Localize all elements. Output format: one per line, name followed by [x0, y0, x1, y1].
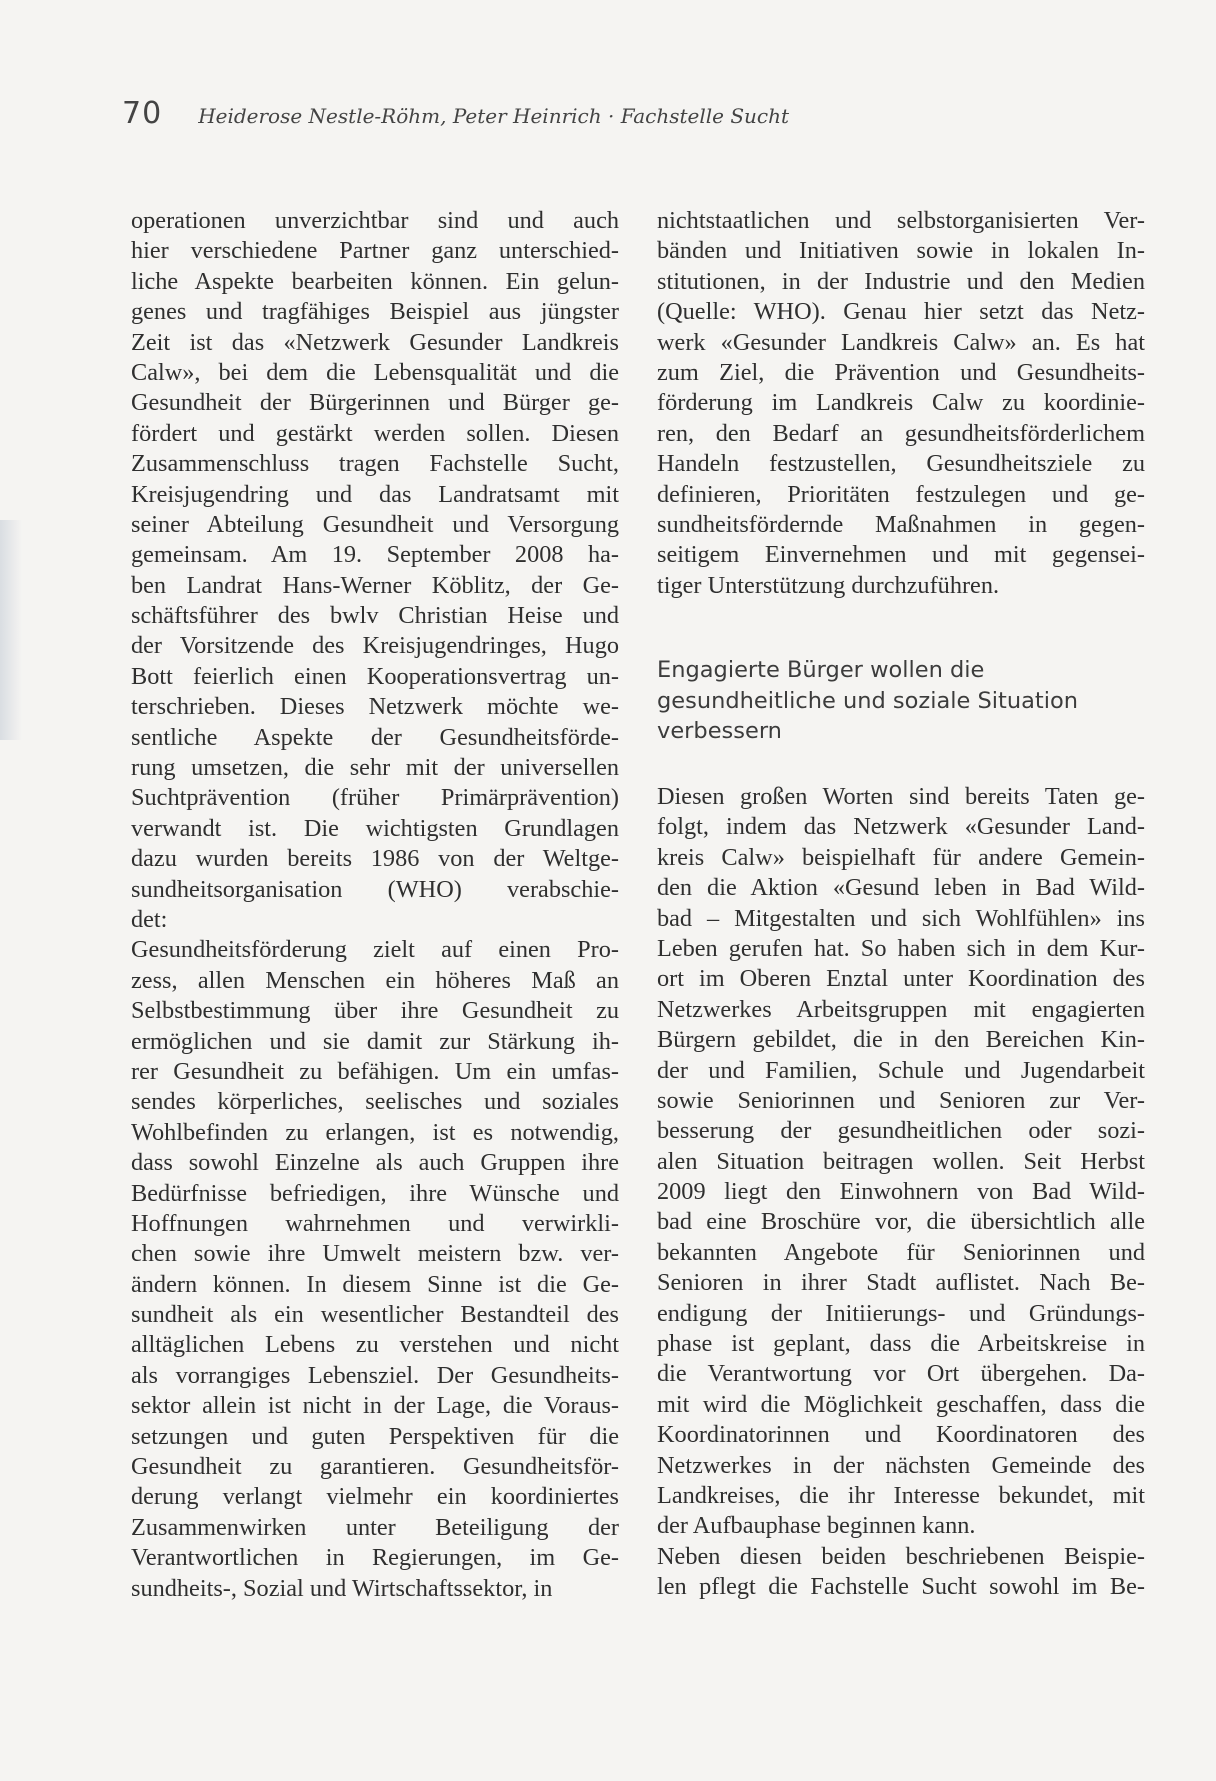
- page-number: 70: [122, 96, 163, 131]
- text-line: sentliche Aspekte der Gesundheitsförde-: [131, 723, 619, 751]
- text-line: Gesundheitsförderung zielt auf einen Pro-: [131, 936, 619, 964]
- text-line: sowie Seniorinnen und Senioren zur Ver-: [657, 1086, 1145, 1114]
- text-line: nichtstaatlichen und selbstorganisierten Ver-: [657, 207, 1145, 234]
- text-line: seitigem Einvernehmen und mit gegensei-: [657, 541, 1145, 569]
- right-column-top: [657, 206, 1145, 601]
- text-line: derung verlangt vielmehr ein koordiniertes: [131, 1483, 619, 1511]
- text-line: ermöglichen und sie damit zur Stärkung ih-: [131, 1027, 619, 1055]
- text-line: definieren, Prioritäten festzulegen und ge-: [657, 480, 1145, 508]
- text-line: Diesen großen Worten sind bereits Taten ge-: [657, 783, 1145, 810]
- text-line: Netzwerkes Arbeitsgruppen mit engagierten: [657, 995, 1145, 1023]
- text-line: tiger Unterstützung durchzuführen.: [657, 571, 1000, 599]
- text-line: seiner Abteilung Gesundheit und Versorgung: [131, 510, 619, 538]
- text-line: gemeinsam. Am 19. September 2008 ha-: [131, 541, 619, 569]
- text-line: ren, den Bedarf an gesundheitsförderlichem: [657, 419, 1145, 447]
- text-line: det:: [131, 905, 168, 933]
- text-line: Zeit ist das «Netzwerk Gesunder Landkreis: [131, 328, 619, 356]
- text-line: genes und tragfähiges Beispiel aus jüngster: [131, 298, 619, 326]
- text-line: den die Aktion «Gesund leben in Bad Wild-: [657, 874, 1145, 902]
- text-line: Verantwortlichen in Regierungen, im Ge-: [131, 1544, 619, 1572]
- text-line: chen sowie ihre Umwelt meistern bzw. ver-: [131, 1240, 619, 1268]
- text-line: der und Familien, Schule und Jugendarbeit: [657, 1056, 1145, 1084]
- text-line: terschrieben. Dieses Netzwerk möchte we-: [131, 693, 619, 721]
- text-line: bad eine Broschüre vor, die übersichtlich alle: [657, 1208, 1145, 1236]
- text-line: alltäglichen Lebens zu verstehen und nicht: [131, 1331, 619, 1359]
- text-line: Bott feierlich einen Kooperationsvertrag un-: [131, 662, 619, 690]
- text-line: bänden und Initiativen sowie in lokalen In-: [657, 237, 1145, 265]
- text-line: sendes körperliches, seelisches und soziales: [131, 1088, 619, 1116]
- text-line: Gesundheit zu garantieren. Gesundheitsför-: [131, 1453, 619, 1481]
- text-line: zess, allen Menschen ein höheres Maß an: [131, 966, 619, 994]
- text-line: Senioren in ihrer Stadt auflistet. Nach Be-: [657, 1269, 1145, 1297]
- text-line: alen Situation beitragen wollen. Seit Herbst: [657, 1147, 1145, 1175]
- text-line: Netzwerkes in der nächsten Gemeinde des: [657, 1451, 1145, 1479]
- right-column-bottom: [657, 782, 1145, 1603]
- text-line: Calw», bei dem die Lebensqualität und die: [131, 358, 619, 386]
- left-column: [131, 206, 619, 1604]
- running-head: Heiderose Nestle-Röhm, Peter Heinrich · Fachstelle Sucht: [198, 104, 790, 128]
- text-line: ort im Oberen Enztal unter Koordination des: [657, 965, 1145, 993]
- text-line: 2009 liegt den Einwohnern von Bad Wild-: [657, 1178, 1145, 1206]
- text-line: phase ist geplant, dass die Arbeitskreise in: [657, 1330, 1145, 1358]
- text-line: len pflegt die Fachstelle Sucht sowohl im Be-: [657, 1573, 1145, 1601]
- text-line: ändern können. In diesem Sinne ist die Ge-: [131, 1270, 619, 1298]
- text-line: Suchtprävention (früher Primärprävention): [131, 784, 619, 812]
- text-line: Koordinatorinnen und Koordinatoren des: [657, 1421, 1145, 1449]
- text-line: (Quelle: WHO). Genau hier setzt das Netz-: [657, 298, 1145, 326]
- text-line: endigung der Initiierungs- und Gründungs-: [657, 1299, 1145, 1327]
- text-line: fördert und gestärkt werden sollen. Diesen: [131, 419, 619, 447]
- text-line: bad – Mitgestalten und sich Wohlfühlen» ins: [657, 904, 1145, 932]
- text-line: hier verschiedene Partner ganz unterschied-: [131, 237, 619, 265]
- text-line: sundheitsorganisation (WHO) verabschie-: [131, 875, 619, 903]
- text-line: die Verantwortung vor Ort übergehen. Da-: [657, 1360, 1145, 1388]
- text-line: Bürgern gebildet, die in den Bereichen Kin-: [657, 1026, 1145, 1054]
- text-line: der Aufbauphase beginnen kann.: [657, 1512, 976, 1540]
- text-line: Zusammenschluss tragen Fachstelle Sucht,: [131, 450, 619, 478]
- text-line: sektor allein ist nicht in der Lage, die Voraus-: [131, 1392, 619, 1420]
- text-line: stitutionen, in der Industrie und den Medien: [657, 267, 1145, 295]
- text-line: Bedürfnisse befriedigen, ihre Wünsche und: [131, 1179, 619, 1207]
- text-line: besserung der gesundheitlichen oder sozi-: [657, 1117, 1145, 1145]
- text-line: förderung im Landkreis Calw zu koordinie-: [657, 389, 1145, 417]
- text-line: rer Gesundheit zu befähigen. Um ein umfas-: [131, 1057, 619, 1085]
- text-line: Handeln festzustellen, Gesundheitsziele zu: [657, 450, 1145, 478]
- text-line: liche Aspekte bearbeiten können. Ein gelun-: [131, 267, 619, 295]
- text-line: Landkreises, die ihr Interesse bekundet, mit: [657, 1481, 1145, 1509]
- text-line: dass sowohl Einzelne als auch Gruppen ihre: [131, 1149, 619, 1177]
- text-line: werk «Gesunder Landkreis Calw» an. Es hat: [657, 328, 1145, 356]
- scan-edge-shadow: [0, 520, 22, 740]
- text-line: Leben gerufen hat. So haben sich in dem Kur-: [657, 934, 1145, 962]
- text-line: folgt, indem das Netzwerk «Gesunder Land-: [657, 813, 1145, 841]
- text-line: Neben diesen beiden beschriebenen Beispie-: [657, 1542, 1145, 1570]
- text-line: der Vorsitzende des Kreisjugendringes, Hugo: [131, 632, 619, 660]
- text-line: Selbstbestimmung über ihre Gesundheit zu: [131, 997, 619, 1025]
- subheading-line: Engagierte Bürger wollen die: [657, 657, 985, 683]
- text-line: Gesundheit der Bürgerinnen und Bürger ge-: [131, 389, 619, 417]
- subheading-line: gesundheitliche und soziale Situation: [657, 687, 1078, 714]
- text-line: operationen unverzichtbar sind und auch: [131, 207, 619, 234]
- text-line: zum Ziel, die Prävention und Gesundheits-: [657, 358, 1145, 386]
- section-subheading: [657, 655, 1145, 747]
- text-line: bekannten Angebote für Seniorinnen und: [657, 1238, 1145, 1266]
- subheading-line: verbessern: [657, 718, 782, 744]
- text-line: schäftsführer des bwlv Christian Heise und: [131, 602, 619, 630]
- text-line: sundheit als ein wesentlicher Bestandteil des: [131, 1301, 619, 1329]
- page-header: [122, 96, 789, 136]
- text-line: Hoffnungen wahrnehmen und verwirkli-: [131, 1209, 619, 1237]
- text-line: mit wird die Möglichkeit geschaffen, dass die: [657, 1390, 1145, 1418]
- text-line: Kreisjugendring und das Landratsamt mit: [131, 480, 619, 508]
- text-line: Zusammenwirken unter Beteiligung der: [131, 1513, 619, 1541]
- text-line: kreis Calw» beispielhaft für andere Gemein-: [657, 843, 1145, 871]
- text-line: setzungen und guten Perspektiven für die: [131, 1422, 619, 1450]
- text-line: als vorrangiges Lebensziel. Der Gesundheits-: [131, 1361, 619, 1389]
- text-line: sundheits-, Sozial und Wirtschaftssektor, in: [131, 1574, 553, 1602]
- text-line: sundheitsfördernde Maßnahmen in gegen-: [657, 510, 1145, 538]
- text-line: ben Landrat Hans-Werner Köblitz, der Ge-: [131, 571, 619, 599]
- text-line: Wohlbefinden zu erlangen, ist es notwendig,: [131, 1118, 619, 1146]
- text-line: verwandt ist. Die wichtigsten Grundlagen: [131, 814, 619, 842]
- text-line: rung umsetzen, die sehr mit der universellen: [131, 754, 619, 782]
- text-line: dazu wurden bereits 1986 von der Weltge-: [131, 845, 619, 873]
